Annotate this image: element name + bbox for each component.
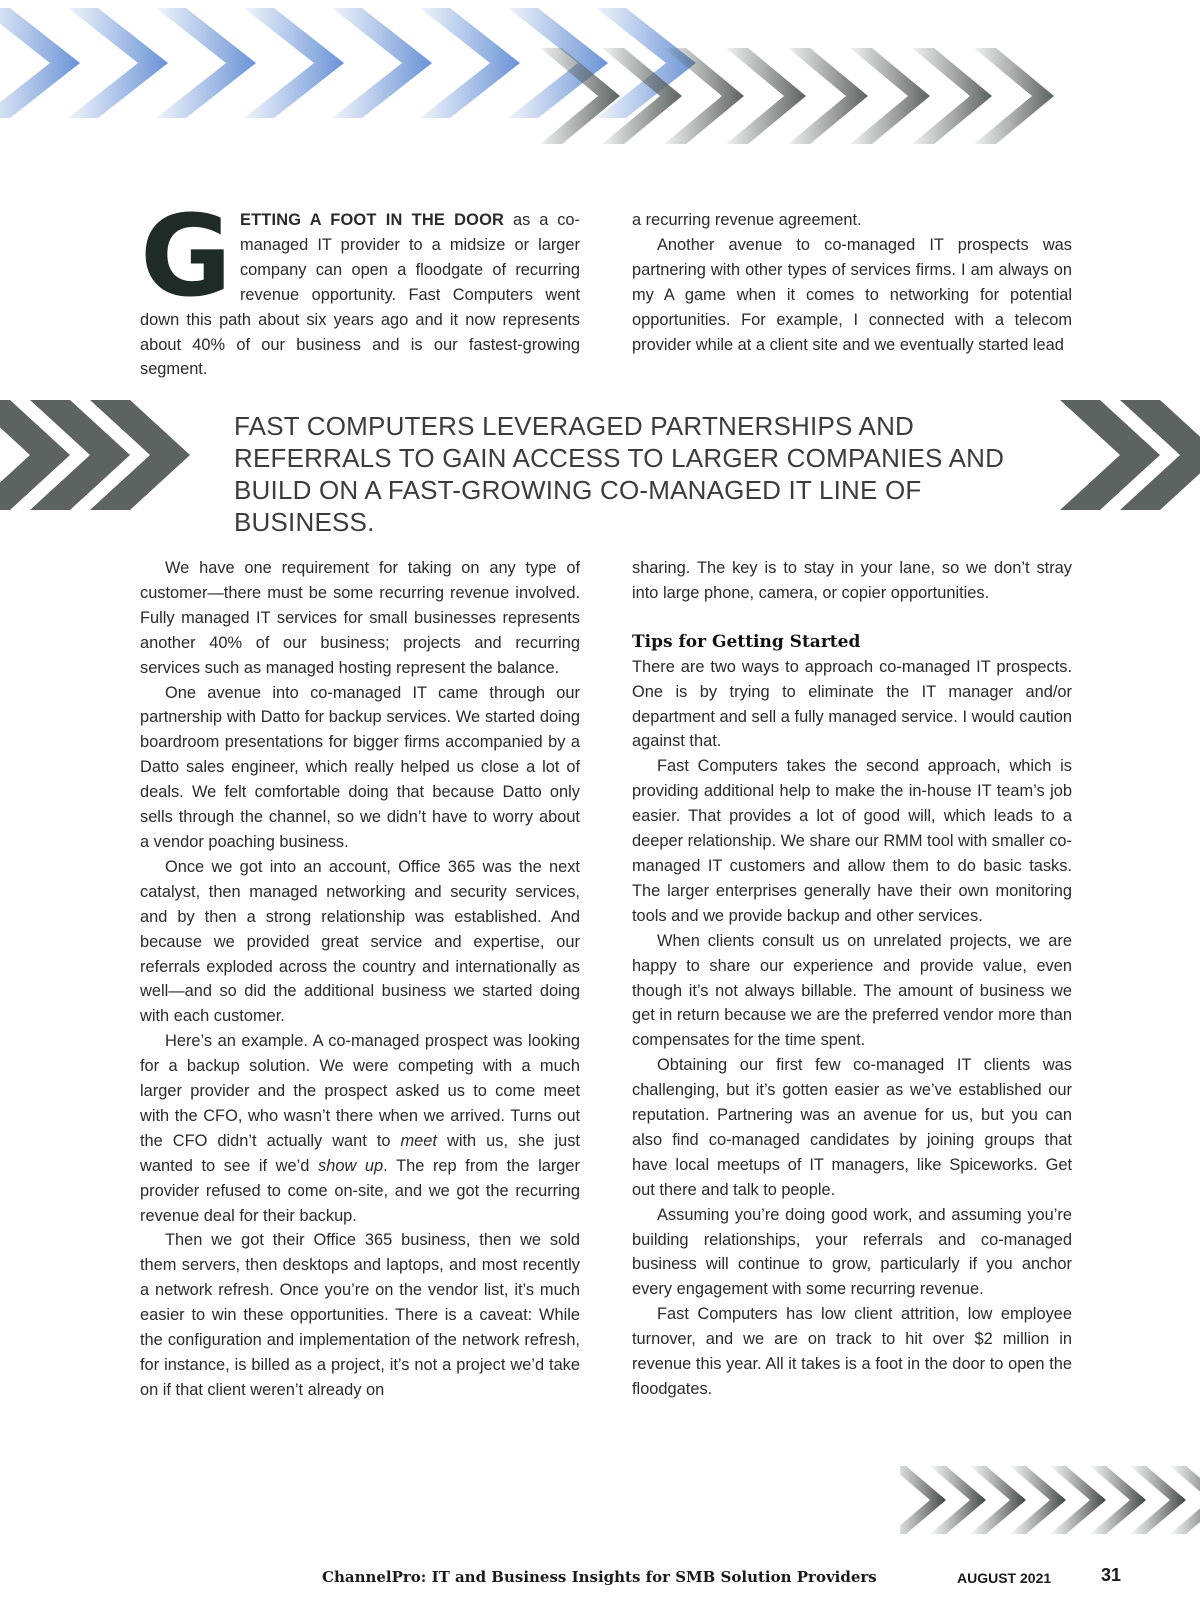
emphasis-meet: meet <box>400 1131 437 1150</box>
blue-chevron-shape <box>156 8 256 118</box>
footer-date: AUGUST 2021 <box>957 1570 1052 1586</box>
left-paragraph-1: We have one requirement for taking on any type of customer—there must be some recurring revenue involved. Fully managed IT services for small businesses represents another 40% of our business; projects and recurring services such as managed hosting represent the balance. <box>140 559 580 677</box>
blue-chevron-shape <box>0 8 80 118</box>
lead-in: ETTING A FOOT IN THE DOOR <box>239 211 505 229</box>
right-column <box>632 556 1072 1402</box>
gray-chevrons-icon <box>540 48 1054 144</box>
left-paragraph-4: Here’s an example. A co-managed prospect was looking for a backup solution. We were competing with a much larger provider and the prospect asked us to come meet with the CFO, who wasn’t there when we arrived. Turns out the CFO didn’t actually want to meet with us, she just wanted to see if we’d show up. The rep from the larger provider refused to come on-site, and we got the recurring revenue deal for their backup. <box>140 1032 581 1225</box>
drop-cap: G <box>140 192 232 322</box>
page-number: 31 <box>1101 1565 1122 1585</box>
pullquote-left-chevrons-icon <box>0 400 210 510</box>
left-paragraph-2: One avenue into co-managed IT came through our partnership with Datto for backup services. We started doing boardroom presentations for bigger firms accompanied by a Datto sales engineer, which really helped us close a lot of deals. We felt comfortable doing that because Datto only sells through the channel, so we didn’t have to worry about a vendor poaching business. <box>140 683 580 851</box>
emphasis-show-up: show up <box>318 1156 384 1175</box>
top-right-paragraph-2: Another avenue to co-managed IT prospects was partnering with other types of services firms. I am always on my A game when it comes to networking for potential opportunities. For example, I connected with a telecom provider while at a client site and we eventually started lead <box>632 235 1072 354</box>
intro-column <box>140 192 581 382</box>
left-paragraph-3: Once we got into an account, Office 365 was the next catalyst, then managed networking and security services, and by then a strong relationship was established. And because we provided great service and expertise, our referrals exploded across the country and internationally as well—and so did the additional business we started doing with each customer. <box>140 857 580 1026</box>
top-chevron-banner <box>0 0 1200 175</box>
right-paragraph-3: When clients consult us on unrelated projects, we are happy to share our experience and provide value, even though it’s not always billable. The amount of business we get in return because we are the preferred vendor more than compensates for the time spent. <box>632 931 1072 1050</box>
bottom-chevron-banner <box>900 1460 1200 1540</box>
right-paragraph-1: There are two ways to approach co-managed IT prospects. One is by trying to eliminate the IT manager and/or department and sell a fully managed service. I would caution against that. <box>632 657 1072 751</box>
left-column <box>140 556 580 1403</box>
pullquote-right-chevrons-icon <box>1060 400 1200 510</box>
bottom-chevron-shape <box>900 1466 946 1534</box>
blue-chevron-shape <box>68 8 168 118</box>
footer-publication: ChannelPro: IT and Business Insights for SMB Solution Providers <box>322 1568 877 1586</box>
top-right-paragraph-1: a recurring revenue agreement. <box>632 211 862 229</box>
top-right-column <box>632 208 1072 357</box>
blue-chevron-shape <box>420 8 520 118</box>
section-heading: Tips for Getting Started <box>632 631 861 652</box>
intro-paragraph <box>140 192 581 382</box>
right-paragraph-6: Fast Computers has low client attrition, low employee turnover, and we are on track to hit over $2 million in revenue this year. All it takes is a foot in the door to open the floodgates. <box>632 1305 1072 1398</box>
pull-quote: FAST COMPUTERS LEVERAGED PARTNERSHIPS AND REFERRALS TO GAIN ACCESS TO LARGER COMPANIES AND BUILD ON A FAST-GROWING CO-MANAGED IT LINE OF BUSINESS. <box>234 411 1005 537</box>
right-paragraph-4: Obtaining our first few co-managed IT clients was challenging, but it’s gotten easier as we’ve established our reputation. Partnering was an avenue for us, but you can also find co-managed candidates by joining groups that have local meetups of IT managers, like Spiceworks. Get out there and talk to people. <box>632 1056 1072 1199</box>
right-paragraph-0: sharing. The key is to stay in your lane, so we don’t stray into large phone, camera, or copier opportunities. <box>632 559 1072 602</box>
left-paragraph-5: Then we got their Office 365 business, then we sold them servers, then desktops and laptops, and most recently a network refresh. Once you’re on the vendor list, it’s much easier to win these opportunities. There is a caveat: While the configuration and implementation of the network refresh, for instance, is billed as a project, it’s not a project we’d take on if that client weren’t already on <box>140 1231 580 1399</box>
intro-text: as a co-managed IT provider to a midsize or larger company can open a floodgate of recurring revenue opportunity. Fast Computers went down this path about six years ago and it now represents about 40% of our business and is our fastest-growing segment. <box>140 211 581 379</box>
right-paragraph-2: Fast Computers takes the second approach, which is providing additional help to make the in-house IT team’s job easier. That provides a lot of good will, which leads to a deeper relationship. We share our RMM tool with smaller co-managed IT customers and allow them to do basic tasks. The larger enterprises generally have their own monitoring tools and we provide backup and other services. <box>632 757 1072 925</box>
right-paragraph-5: Assuming you’re doing good work, and assuming you’re building relationships, your referrals and co-managed business will continue to grow, particularly if you anchor every engagement with some recurring revenue. <box>632 1205 1072 1299</box>
blue-chevron-shape <box>244 8 344 118</box>
blue-chevron-shape <box>332 8 432 118</box>
